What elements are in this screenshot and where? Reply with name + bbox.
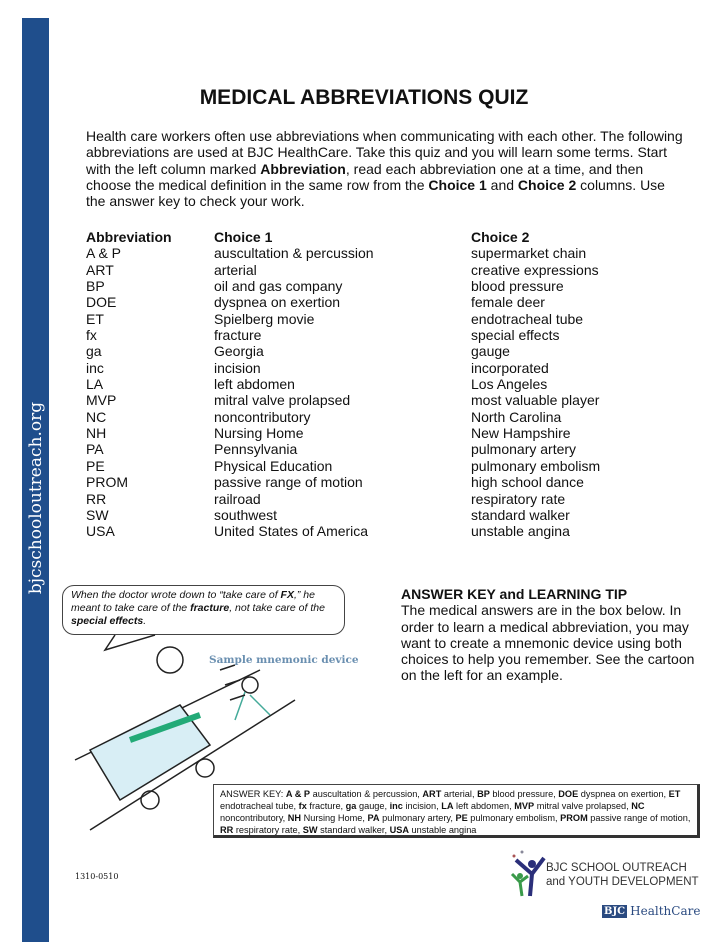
table-row	[86, 507, 701, 523]
choice-2: pulmonary artery	[471, 441, 577, 458]
table-row	[86, 441, 701, 457]
abbreviation: inc	[86, 359, 104, 376]
table-row	[86, 294, 701, 310]
choice-2: pulmonary embolism	[471, 457, 601, 474]
choice-2: standard walker	[471, 506, 570, 523]
choice-1: arterial	[214, 261, 257, 278]
choice-1: left abdomen	[214, 376, 295, 393]
choice-2: North Carolina	[471, 408, 562, 425]
tip-body: The medical answers are in the box below. In order to learn a medical abbreviation, you may want to create a mnemonic device using both choices to help you remember. See the cartoon on the left for an example.	[401, 602, 695, 684]
mnemonic-label: Sample mnemonic device	[209, 654, 359, 666]
table-row	[86, 474, 701, 490]
choice-2: unstable angina	[471, 523, 570, 540]
abbreviation: PE	[86, 457, 105, 474]
choice-1: dyspnea on exertion	[214, 294, 341, 311]
abbreviation: fx	[86, 327, 97, 344]
choice-1: Georgia	[214, 343, 264, 360]
choice-1: railroad	[214, 490, 261, 507]
table-row	[86, 409, 701, 425]
table-row	[86, 278, 701, 294]
choice-1: United States of America	[214, 523, 369, 540]
table-row	[86, 327, 701, 343]
abbreviation: MVP	[86, 392, 117, 409]
abbreviation: LA	[86, 376, 104, 393]
choice-1: Pennsylvania	[214, 441, 298, 458]
abbreviation: DOE	[86, 294, 117, 311]
speech-bubble: When the doctor wrote down to “take care of FX,” he meant to take care of the fracture, not take care of the special effects.	[62, 585, 345, 635]
quiz-table	[86, 229, 701, 540]
abbreviation: USA	[86, 523, 115, 540]
table-row	[86, 523, 701, 539]
table-row	[86, 491, 701, 507]
tip-heading: ANSWER KEY and LEARNING TIP	[401, 586, 628, 602]
table-row	[86, 425, 701, 441]
abbreviation: NH	[86, 425, 107, 442]
choice-2: most valuable player	[471, 392, 600, 409]
choice-1: Nursing Home	[214, 425, 304, 442]
choice-1: auscultation & percussion	[214, 245, 374, 262]
choice-2: supermarket chain	[471, 245, 587, 262]
abbreviation: PA	[86, 441, 104, 458]
table-row	[86, 343, 701, 359]
intro-paragraph: Health care workers often use abbreviations when communicating with each other. The following abbreviations are used at BJC HealthCare. Take this quiz and you will learn some terms. Start with the left column marked Abbreviation, read each abbreviation one at a time, and then choose the medical definition in the same row from the Choice 1 and Choice 2 columns. Use the answer key to check your work.	[86, 128, 683, 210]
choice-1: southwest	[214, 506, 278, 523]
choice-1: fracture	[214, 327, 262, 344]
table-row	[86, 458, 701, 474]
table-row	[86, 392, 701, 408]
choice-2: female deer	[471, 294, 545, 311]
abbreviation: SW	[86, 506, 109, 523]
table-row	[86, 311, 701, 327]
school-outreach-logo: BJC SCHOOL OUTREACH and YOUTH DEVELOPMENT	[510, 850, 546, 905]
abbreviation: PROM	[86, 474, 128, 491]
choice-2: respiratory rate	[471, 490, 566, 507]
table-row	[86, 360, 701, 376]
choice-2: New Hampshire	[471, 425, 571, 442]
abbreviation: ET	[86, 310, 104, 327]
choice-2: special effects	[471, 327, 560, 344]
table-row	[86, 245, 701, 261]
bjc-healthcare-logo: BJC HealthCare	[604, 904, 701, 918]
choice-2: creative expressions	[471, 261, 599, 278]
abbreviation: BP	[86, 278, 105, 295]
choice-2: incorporated	[471, 359, 549, 376]
choice-2: gauge	[471, 343, 510, 360]
abbreviation: RR	[86, 490, 107, 507]
choice-1: oil and gas company	[214, 278, 343, 295]
choice-2: blood pressure	[471, 278, 564, 295]
table-header: Abbreviation Choice 1 Choice 2	[86, 229, 530, 245]
learning-tip	[401, 586, 701, 684]
document-code: 1310-0510	[75, 872, 119, 881]
choice-1: passive range of motion	[214, 474, 363, 491]
people-stars-icon	[510, 850, 546, 900]
table-row	[86, 262, 701, 278]
sidebar-url: bjcschooloutreach.org	[25, 401, 46, 595]
choice-1: noncontributory	[214, 408, 311, 425]
answer-key-box: ANSWER KEY: A & P auscultation & percussion, ART arterial, BP blood pressure, DOE dyspnea on exertion, ET endotracheal tube, fx fracture, ga gauge, inc incision, LA left abdomen, MVP mitral valve prolapsed, NC noncontributory, NH Nursing Home, PA pulmonary artery, PE pulmonary embolism, PROM passive range of motion, RR respiratory rate, SW standard walker, USA unstable angina	[213, 784, 700, 838]
abbreviation: NC	[86, 408, 107, 425]
choice-2: endotracheal tube	[471, 310, 584, 327]
sidebar-band	[22, 18, 49, 942]
choice-2: Los Angeles	[471, 376, 548, 393]
table-row	[86, 376, 701, 392]
choice-1: Spielberg movie	[214, 310, 315, 327]
choice-1: Physical Education	[214, 457, 333, 474]
page-title: MEDICAL ABBREVIATIONS QUIZ	[199, 86, 529, 109]
abbreviation: A & P	[86, 245, 122, 262]
abbreviation: ART	[86, 261, 114, 278]
choice-1: incision	[214, 359, 261, 376]
choice-1: mitral valve prolapsed	[214, 392, 351, 409]
choice-2: high school dance	[471, 474, 584, 491]
abbreviation: ga	[86, 343, 102, 360]
